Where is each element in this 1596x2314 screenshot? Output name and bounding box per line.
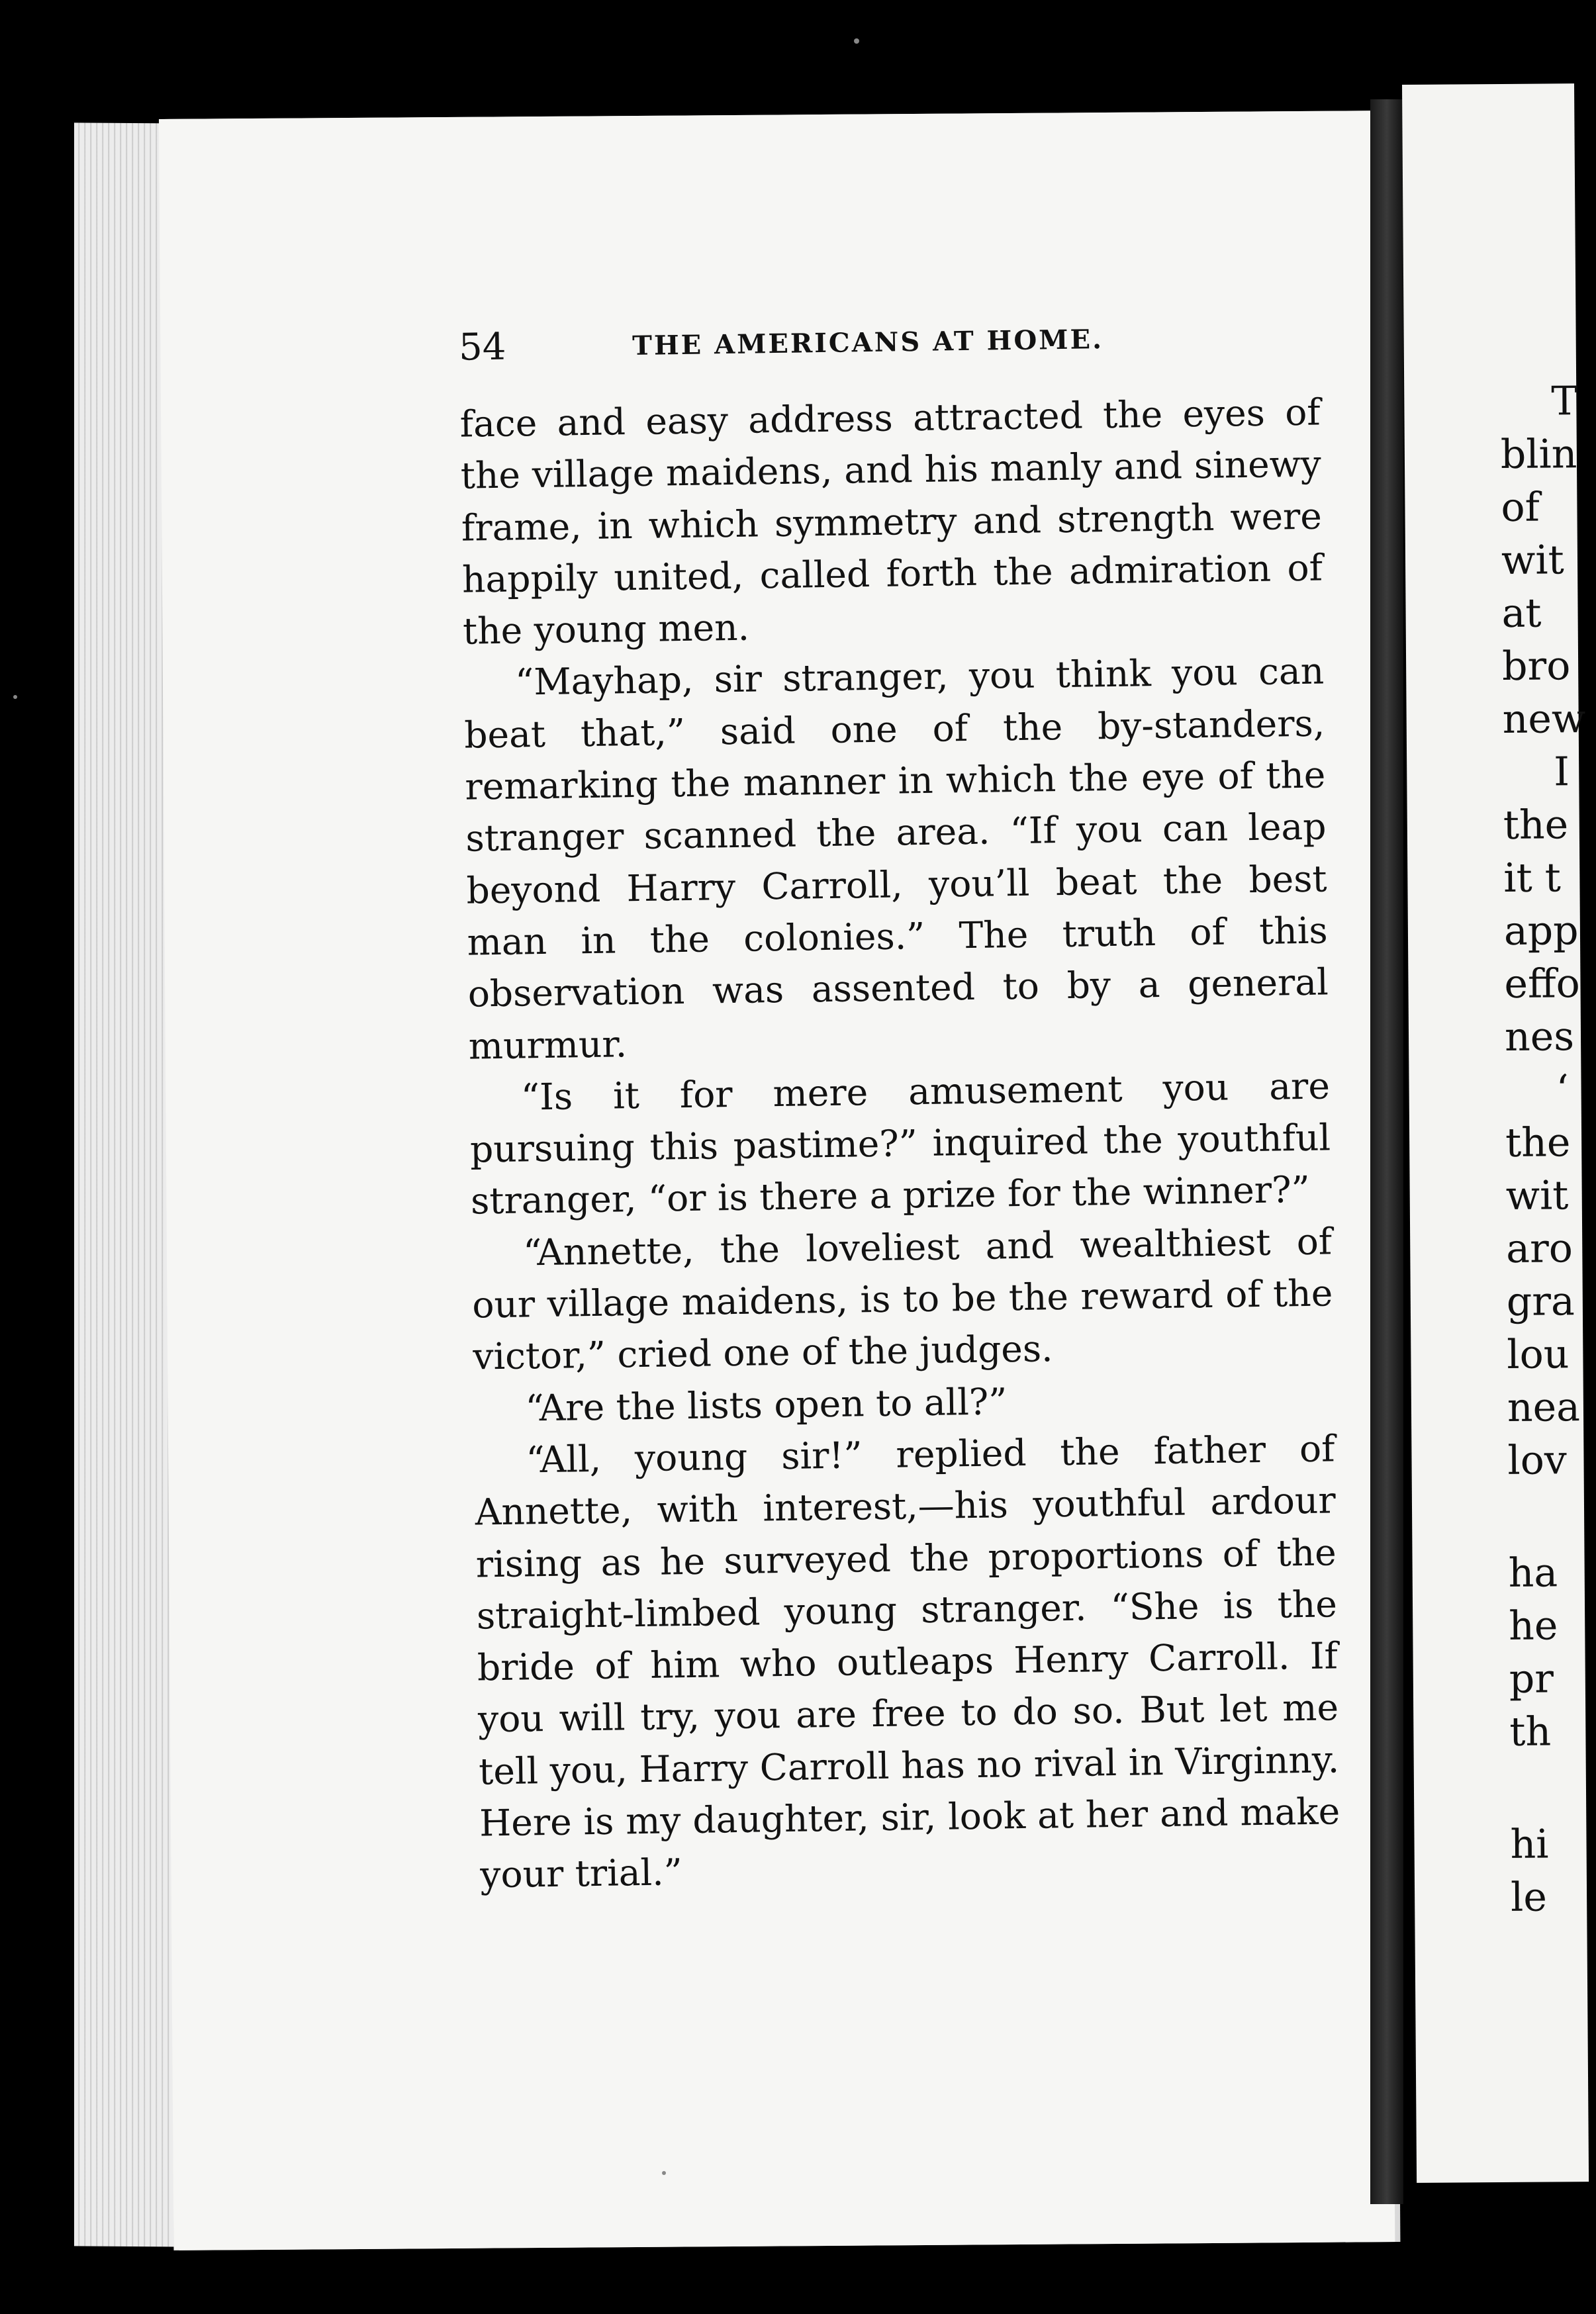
facing-fragment: the: [1505, 1119, 1571, 1166]
dust-speck: [13, 695, 17, 699]
facing-fragment: I: [1554, 749, 1570, 796]
paragraph: “Mayhap, sir stranger, you think you can beat that,” said one of the by-standers, remarking the manner in which the eye of the stranger scanned the area. “If you can leap beyond Harry Carroll, you’ll beat the best man in the colonies.” The truth of this observation was assented to by a general murmur.: [463, 649, 1329, 1068]
body-text: [459, 387, 1341, 1902]
paragraph: “Is it for mere amusement you are pursuing this pastime?” inquired the youthful stranger, “or is there a prize for the winner?”: [469, 1064, 1331, 1223]
dust-speck: [854, 38, 859, 44]
facing-fragment: th: [1509, 1708, 1552, 1755]
facing-fragment: wit: [1505, 1172, 1569, 1219]
facing-fragment: le: [1510, 1874, 1548, 1921]
paragraph: “Are the lists open to all?”: [525, 1379, 1008, 1430]
facing-fragment: app: [1503, 907, 1579, 954]
facing-fragment: it t: [1503, 855, 1562, 902]
facing-fragment: of: [1501, 484, 1540, 531]
paragraph: face and easy address attracted the eyes of the village maidens, and his manly and sinewy frame, in which symmetry and strength were happily united, called forth the admiration of the young men.: [459, 391, 1323, 653]
facing-fragment: bro: [1501, 643, 1571, 690]
facing-fragment: ha: [1508, 1550, 1558, 1597]
facing-fragment: nes: [1504, 1013, 1575, 1060]
facing-fragment: blin: [1500, 431, 1577, 478]
facing-fragment: lov: [1507, 1437, 1567, 1484]
right-page: [1402, 83, 1589, 2183]
facing-fragment: pr: [1509, 1655, 1554, 1702]
facing-fragment: at: [1501, 590, 1542, 637]
paragraph: “All, young sir!” replied the father of Annette, with interest,—his youthful ardour rising as he surveyed the proportions of the straight-limbed young stranger. “She is the bride of him who outleaps Henry Carroll. If you will try, you are free to do so. But let me tell you, Harry Carroll has no rival in Virginny. Here is my daughter, sir, look at her and make your trial.”: [475, 1427, 1340, 1896]
gutter-shadow: [1370, 99, 1403, 2204]
facing-fragment: nea: [1507, 1384, 1581, 1431]
dust-speck: [662, 2171, 666, 2175]
facing-fragment: wit: [1501, 537, 1564, 584]
facing-fragment: hi: [1510, 1821, 1549, 1868]
facing-fragment: effo: [1504, 960, 1580, 1007]
facing-fragment: T: [1551, 378, 1578, 425]
page-number: 54: [458, 325, 506, 369]
paragraph: “Annette, the loveliest and wealthiest of our village maidens, is to be the reward of the victor,” cried one of the judges.: [471, 1220, 1333, 1378]
facing-fragment: gra: [1506, 1278, 1575, 1325]
facing-fragment: lou: [1507, 1331, 1570, 1378]
facing-fragment: the: [1503, 802, 1569, 849]
facing-fragment: he: [1509, 1602, 1558, 1649]
facing-fragment: new: [1502, 696, 1586, 743]
facing-fragment: ‘: [1556, 1066, 1569, 1113]
running-title: THE AMERICANS AT HOME.: [632, 324, 1104, 362]
facing-fragment: aro: [1506, 1225, 1573, 1272]
